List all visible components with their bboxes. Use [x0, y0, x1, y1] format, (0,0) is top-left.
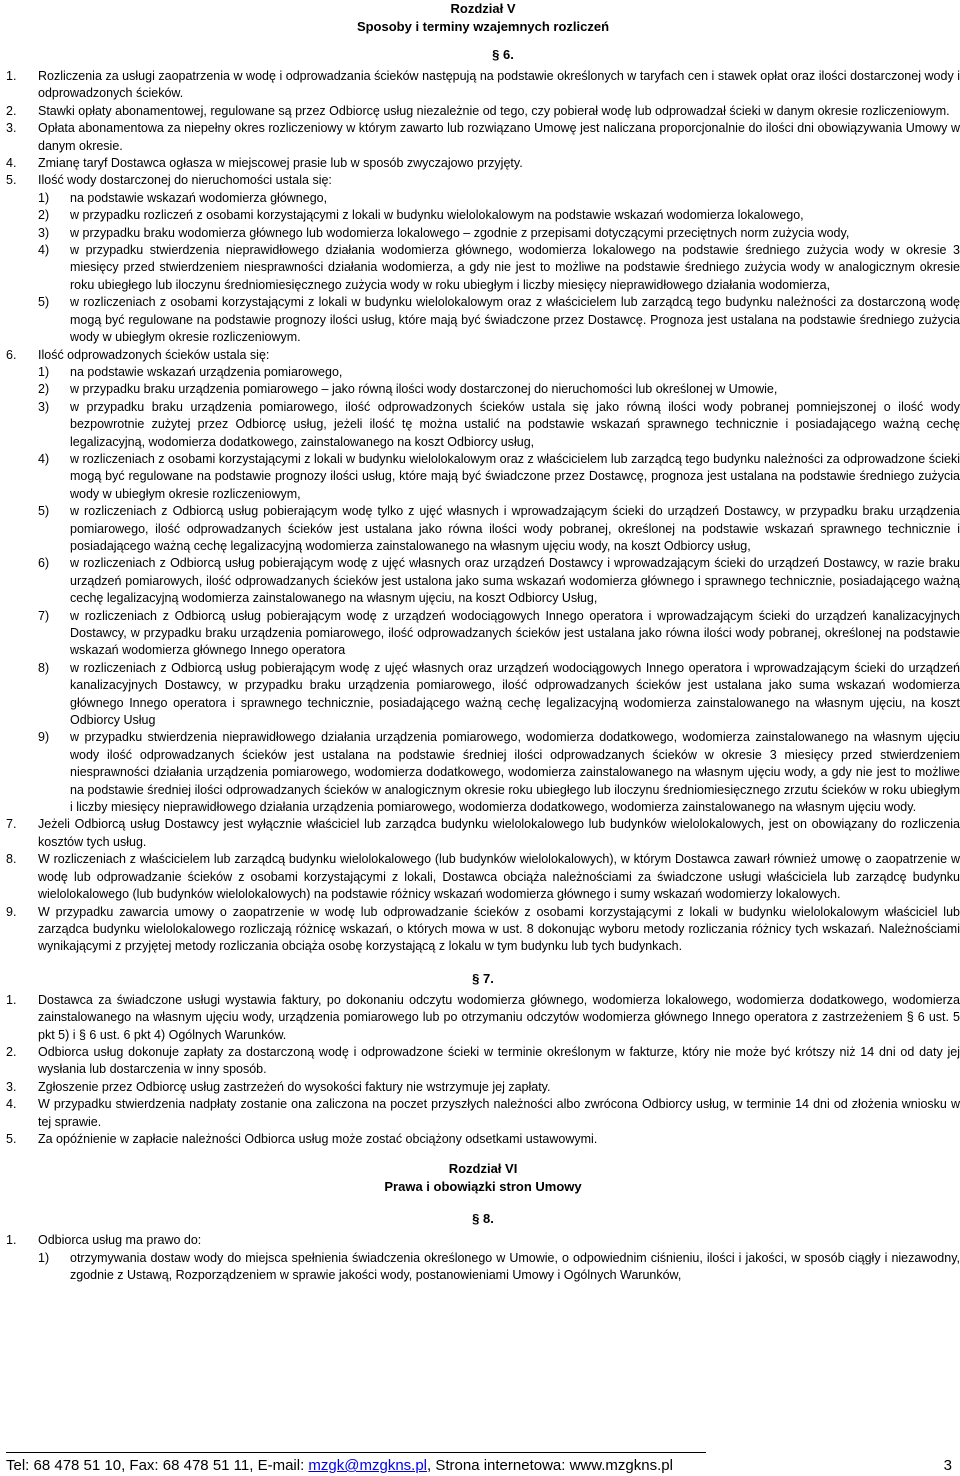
section-8-heading: § 8.: [472, 1211, 494, 1227]
list-item: [6, 729, 960, 816]
paragraph: [6, 904, 960, 956]
paragraph: [6, 155, 960, 172]
paragraph-text: Jeżeli Odbiorcą usług Dostawcy jest wyłącznie właściciel lub zarządca budynku wielolokalowego lub budynków wielolokalowych, jest on obowiązany do rozliczenia kosztów tych usług.: [38, 817, 960, 849]
paragraph-text: W rozliczeniach z właścicielem lub zarządcą budynku wielolokalowego (lub budynków wielolokalowych), w którym Dostawca zawarł również umowę o zaopatrzenie w wodę lub odprowadzanie ścieków z osobami korzystającymi z lokali, Dostawca obciąża należnościami za świadczone usługi właściciela lub zarządcę budynku wielolokalowego (lub budynków wielolokalowych) na podstawie różnicy wskazań wodomierza głównego i sumy wskazań wodomierzy lokalowych.: [38, 852, 960, 902]
list-item-text: w rozliczeniach z Odbiorcą usług pobierającym wodę z ujęć własnych oraz urządzeń wodociągowych Innego operatora i wprowadzającym ścieki do urządzeń kanalizacyjnych Dostawcy, w przypadku braku urządzenia pomiarowego, ilość odprowadzanych ścieków jest ustalana jako suma wskazań wodomierza głównego Innego operatora i sprawnego technicznie, posiadającego ważną cechę legalizacyjną wodomierza zainstalowanego na własnym ujęciu, na koszt Odbiorcy Usług: [70, 660, 960, 728]
paragraph-text: Odbiorca usług dokonuje zapłaty za dostarczoną wodę i odprowadzone ścieki w terminie określonym w fakturze, który nie może być krótszy niż 14 dni od daty jej wysłania lub dostarczenia w inny sposób.: [38, 1044, 960, 1077]
list-item: [6, 225, 960, 242]
paragraph: [6, 103, 960, 120]
list-item-number: 4): [38, 451, 50, 466]
list-item-number: 1): [38, 1250, 50, 1265]
paragraph-text: Ilość odprowadzonych ścieków ustala się:: [38, 347, 270, 362]
list-item-text: w przypadku braku wodomierza głównego lub wodomierza lokalowego – zgodnie z przepisami dotyczącymi przeciętnych norm zużycia wody,: [70, 225, 850, 240]
paragraph-text: Rozliczenia za usługi zaopatrzenia w wodę i odprowadzania ścieków następują na podstawie określonych w taryfach cen i stawek opłat oraz ilości dostarczonej wody i odprowadzonych ścieków.: [38, 69, 960, 101]
list-item-number: 5): [38, 504, 50, 519]
list-item-number: 1): [38, 190, 50, 205]
list-item: [6, 503, 960, 555]
paragraph: [6, 851, 960, 903]
paragraph-number: 2.: [6, 103, 17, 118]
list-item-text: w przypadku braku urządzenia pomiarowego – jako równą ilości wody dostarczonej do nieruchomości lub określonej w Umowie,: [70, 382, 778, 397]
paragraph-number: 1.: [6, 1233, 17, 1248]
paragraph-text: Stawki opłaty abonamentowej, regulowane są przez Odbiorcę usług niezależnie od tego, czy pobierał wodę lub odprowadzał ścieki w danym okresie rozliczeniowym.: [38, 103, 950, 118]
list-item-number: 3): [38, 399, 50, 414]
list-item-text: w rozliczeniach z Odbiorcą usług pobierającym wodę tylko z ujęć własnych i wprowadzającym ścieki do urządzeń Dostawcy, w przypadku braku urządzenia pomiarowego, ilość odprowadzanych ścieków jest ustalana jako równa ilości wody pobranej, określonej na podstawie wskazań sprawnego technicznie i posiadającego ważną cechę legalizacyjną wodomierza zainstalowanego na własnym ujęciu wody, na koszt Odbiorcy usług,: [70, 504, 960, 553]
paragraph-number: 3.: [6, 1079, 17, 1094]
list-item-number: 4): [38, 243, 50, 258]
list-item-number: 6): [38, 556, 50, 571]
list-item-text: na podstawie wskazań urządzenia pomiarowego,: [70, 364, 343, 379]
paragraph-number: 8.: [6, 852, 17, 867]
list-item: [6, 294, 960, 346]
list-item: [6, 1250, 960, 1285]
paragraph-text: Zgłoszenie przez Odbiorcę usług zastrzeżeń do wysokości faktury nie wstrzymuje jej zapłaty.: [38, 1079, 551, 1094]
list-item: [6, 608, 960, 660]
paragraph-text: Ilość wody dostarczonej do nieruchomości ustala się:: [38, 173, 332, 188]
paragraph-number: 4.: [6, 156, 17, 171]
paragraph-text: Za opóźnienie w zapłacie należności Odbiorca usług może zostać obciążony odsetkami ustawowymi.: [38, 1131, 598, 1146]
paragraph-number: 4.: [6, 1097, 17, 1112]
paragraph-number: 2.: [6, 1044, 17, 1059]
paragraph: [6, 816, 960, 851]
section-6-items-1-5: [6, 68, 960, 190]
list-item: [6, 660, 960, 730]
page-number: 3: [943, 1457, 952, 1474]
paragraph-text: Opłata abonamentowa za niepełny okres rozliczeniowy w którym zawarto lub rozwiązano Umowę jest naliczana proporcjonalnie do ilości dni obowiązywania Umowy w danym okresie.: [38, 121, 960, 153]
paragraph: [6, 172, 960, 189]
list-item: [6, 451, 960, 503]
list-item-number: 8): [38, 660, 50, 675]
paragraph: [6, 68, 960, 103]
list-item-text: na podstawie wskazań wodomierza głównego,: [70, 190, 328, 205]
section-7-items: [6, 992, 960, 1149]
paragraph: [6, 347, 960, 364]
list-item: [6, 381, 960, 398]
section-6-item-5-points: [6, 190, 960, 347]
list-item: [6, 207, 960, 224]
list-item-text: w rozliczeniach z Odbiorcą usług pobierającym wodę z ujęć własnych oraz urządzeń Dostawcy i wprowadzającym ścieki do urządzeń Dostawcy, w razie braku urządzeń pomiarowych, ilość odprowadzanych ścieków jest ustalona jako suma wskazań wodomierza głównego i sprawnego technicznie, posiadającego ważną cechę legalizacyjną wodomierza zainstalowanego na własnym ujęciu, na koszt Odbiorcy Usług,: [70, 556, 960, 606]
footer-divider: [6, 1452, 706, 1453]
page-footer: [0, 1452, 960, 1476]
paragraph-text: W przypadku stwierdzenia nadpłaty zostanie ona zaliczona na poczet przyszłych należności albo zwrócona Odbiorcy usług, w terminie 14 dni od złożenia wniosku w tej sprawie.: [38, 1097, 960, 1129]
footer-website: , Strona internetowa: www.mzgkns.pl: [427, 1457, 673, 1474]
chapter-v-subtitle: Sposoby i terminy wzajemnych rozliczeń: [356, 19, 610, 34]
paragraph: [6, 1096, 960, 1131]
chapter-vi-title: Rozdział VI: [448, 1161, 518, 1177]
list-item-number: 1): [38, 364, 50, 379]
paragraph-number: 9.: [6, 904, 17, 919]
list-item: [6, 190, 960, 207]
section-6-item-6-points: [6, 364, 960, 817]
document-page: [6, 0, 960, 1285]
chapter-v-title: Rozdział V: [450, 1, 516, 16]
email-link[interactable]: mzgk@mzgkns.pl: [308, 1457, 428, 1474]
paragraph: [6, 1044, 960, 1079]
list-item-number: 7): [38, 608, 50, 623]
list-item-text: w przypadku stwierdzenia nieprawidłowego działania wodomierza głównego, wodomierza lokalowego na podstawie średniego zużycia wody w okresie 3 miesięcy przed stwierdzeniem niesprawności działania wodomierza, a gdy nie jest to możliwe na podstawie średniego zużycia wody w analogicznym okresie roku ubiegłego lub iloczynu średniomiesięcznego zużycia wody w roku ubiegłym i liczby miesięcy nieprawidłowego działania wodomierza,: [70, 243, 960, 292]
footer-contact: [6, 1456, 673, 1476]
list-item-text: w przypadku stwierdzenia nieprawidłowego działania urządzenia pomiarowego, wodomierza dodatkowego, wodomierza zainstalowanego na własnym ujęciu wody ilość odprowadzanych ścieków jest ustalana na podstawie średniej ilości odprowadzanych ścieków w okresie 3 miesięcy przed stwierdzeniem niesprawności działania urządzenia pomiarowego, wodomierza dodatkowego, wodomierza zainstalowanego na własnym ujęciu wody, a gdy nie jest to możliwe na podstawie średniej ilości odprowadzanych ścieków w analogicznym okresie roku ubiegłego lub iloczynu średniomiesięcznego zrzutu ścieków w roku ubiegłym i liczby miesięcy nieprawidłowego działania urządzenia pomiarowego, wodomierza dodatkowego, wodomierza zainstalowanego na własnym ujęciu wody.: [70, 730, 960, 815]
paragraph: [6, 120, 960, 155]
paragraph-number: 5.: [6, 1131, 17, 1146]
paragraph-text: Dostawca za świadczone usługi wystawia faktury, po dokonaniu odczytu wodomierza głównego, wodomierza lokalowego, wodomierza dodatkowego, wodomierza zainstalowanego na własnym ujęciu wody, urządzenia pomiarowego lub po otrzymaniu odczytów wodomierza głównego Innego operatora z zastrzeżeniem § 6 ust. 5 pkt 5) i § 6 ust. 6 pkt 4) Ogólnych Warunków.: [38, 992, 960, 1042]
list-item-number: 9): [38, 730, 50, 745]
list-item-text: w rozliczeniach z Odbiorcą usług pobierającym wodę z urządzeń wodociągowych Innego operatora i wprowadzającym ścieki do urządzeń kanalizacyjnych Dostawcy, w przypadku braku urządzenia pomiarowego, ilość odprowadzanych ścieków jest ustalana jako równa ilości wody pobranej, określonej na podstawie wskazań wodomierza głównego Innego operatora: [70, 608, 960, 658]
list-item: [6, 364, 960, 381]
paragraph: [6, 992, 960, 1044]
paragraph-number: 3.: [6, 121, 17, 136]
paragraph-number: 1.: [6, 992, 17, 1007]
list-item-number: 2): [38, 382, 50, 397]
paragraph-number: 1.: [6, 69, 17, 83]
list-item: [6, 555, 960, 607]
list-item-text: w rozliczeniach z osobami korzystającymi z lokali w budynku wielolokalowym oraz z właścicielem lub zarządcą tego budynku należności za odprowadzone ścieki mogą być regulowane na podstawie prognozy ilości usług, które mają być świadczone przez Dostawcę, prognoza jest ustalana na podstawie średniego zużycia wody w ubiegłym okresie rozliczeniowym,: [70, 451, 960, 501]
paragraph: [6, 1232, 960, 1249]
chapter-vi-subtitle: Prawa i obowiązki stron Umowy: [384, 1179, 582, 1195]
footer-contact-phones: Tel: 68 478 51 10, Fax: 68 478 51 11, E-mail:: [6, 1457, 309, 1474]
list-item: [6, 399, 960, 451]
paragraph-number: 5.: [6, 173, 17, 188]
paragraph: [6, 1079, 960, 1096]
paragraph: [6, 1131, 960, 1148]
paragraph-number: 6.: [6, 347, 17, 362]
list-item-text: w przypadku braku urządzenia pomiarowego, ilość odprowadzonych ścieków ustala się jako równą ilości wody pobranej pomniejszonej o ilość wody bezpowrotnie zużytej przez Odbiorcę usług, jeżeli ilość tę można ustalić na podstawie wskazań sprawnego technicznie i posiadającego ważną cechę legalizacyjną, wodomierza dodatkowego, zainstalowanego na koszt Odbiorcy usług,: [70, 399, 960, 449]
section-6-heading: § 6.: [492, 47, 514, 62]
list-item: [6, 242, 960, 294]
list-item-text: otrzymywania dostaw wody do miejsca spełnienia świadczenia określonego w Umowie, o odpowiednim ciśnieniu, ilości i jakości, w sposób ciągły i niezawodny, zgodnie z Ustawą, Rozporządzeniem w sprawie jakości wody, postanowieniami Umowy i Ogólnych Warunków,: [70, 1250, 960, 1283]
list-item-number: 3): [38, 225, 50, 240]
section-7-heading: § 7.: [472, 970, 494, 986]
list-item-number: 2): [38, 208, 50, 223]
paragraph-number: 7.: [6, 817, 17, 832]
paragraph-text: Zmianę taryf Dostawca ogłasza w miejscowej prasie lub w sposób zwyczajowo przyjęty.: [38, 156, 523, 171]
list-item-text: w przypadku rozliczeń z osobami korzystającymi z lokali w budynku wielolokalowym na podstawie wskazań wodomierza lokalowego,: [70, 208, 804, 223]
paragraph-text: Odbiorca usług ma prawo do:: [38, 1233, 202, 1248]
list-item-text: w rozliczeniach z osobami korzystającymi z lokali w budynku wielolokalowym oraz z właścicielem lub zarządcą tego budynku należności za dostarczoną wodę mogą być regulowane na podstawie prognozy ilości usług, które mają być świadczone przez Dostawcę. Prognoza jest ustalana na podstawie średniego zużycia wody w ubiegłym okresie rozliczeniowym.: [70, 295, 960, 345]
paragraph-text: W przypadku zawarcia umowy o zaopatrzenie w wodę lub odprowadzanie ścieków z osobami korzystającymi z lokali w budynku wielolokalowym właściciel lub zarządca budynku wielolokalowego rozliczają różnicę wskazań, o których mowa w ust. 8 dokonując wyboru metody rozliczania różnicy tych wskazań. Należnościami wynikającymi z przyjętej metody rozliczania obciąża osobę korzystającą z lokalu w tym budynku lub tych budynkach.: [38, 904, 960, 954]
list-item-number: 5): [38, 295, 50, 310]
section-6-items-7-9: [6, 816, 960, 955]
